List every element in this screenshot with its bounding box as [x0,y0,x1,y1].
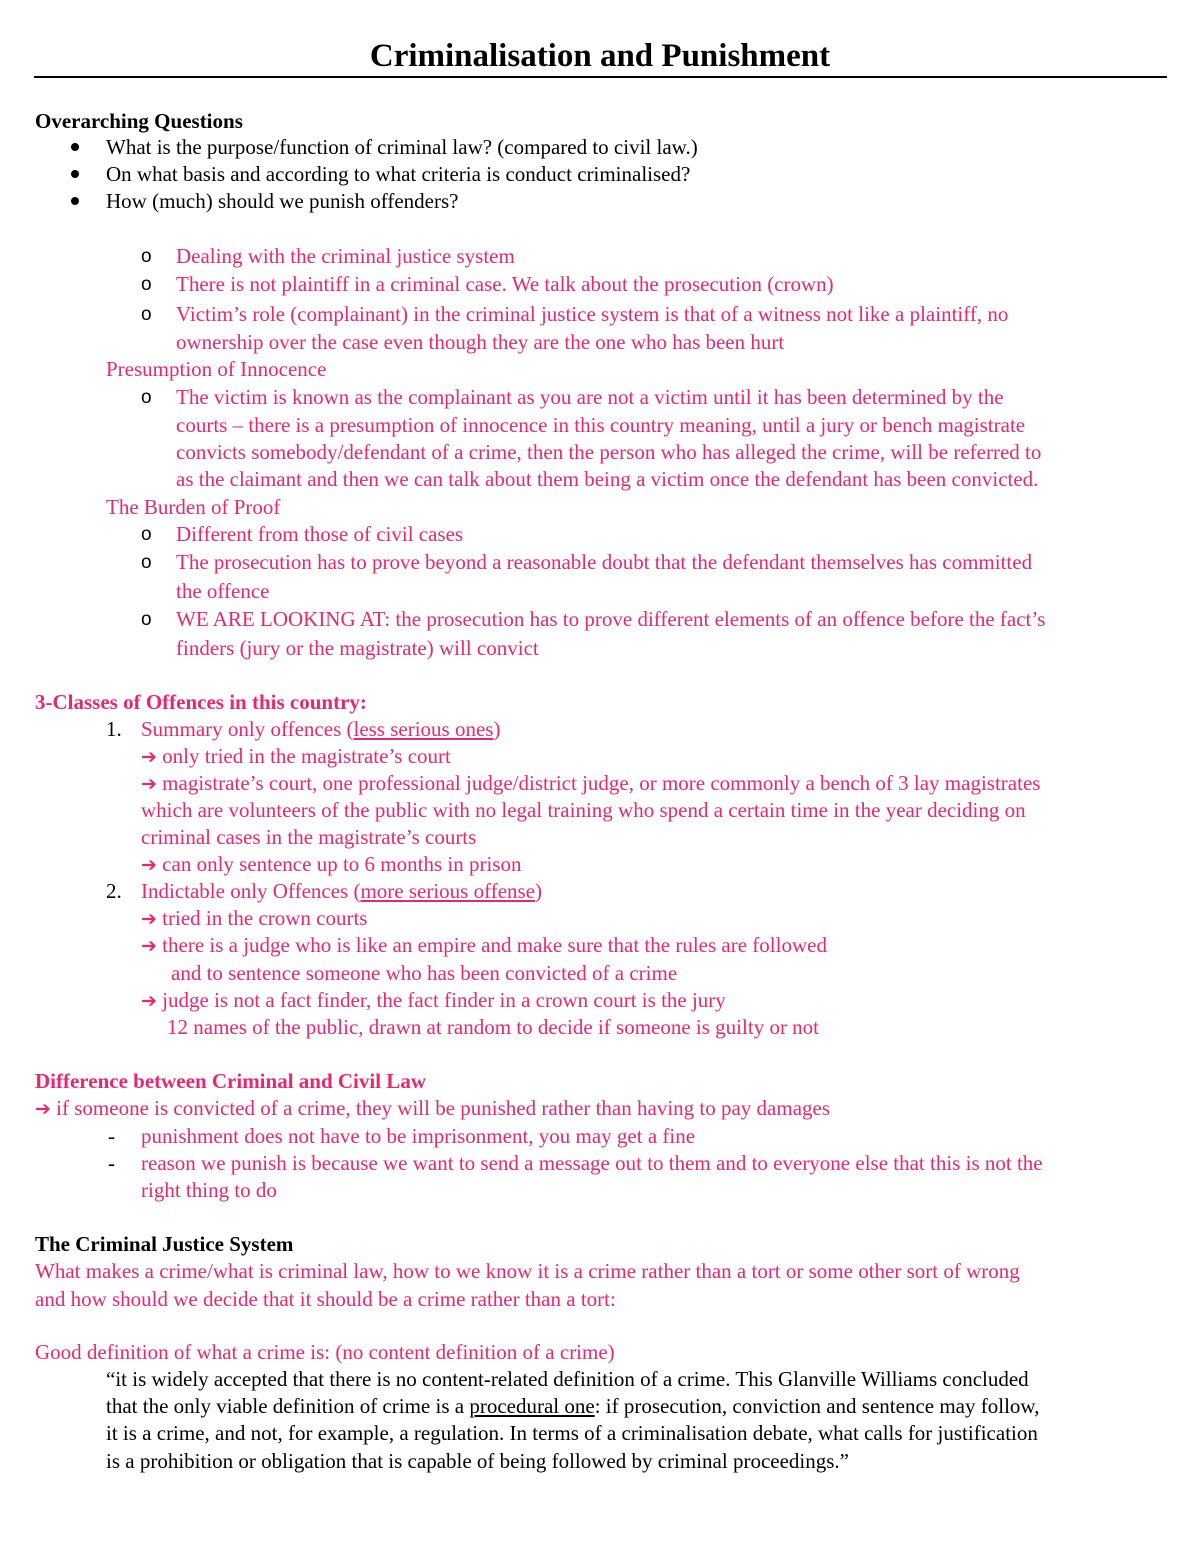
presumption-heading: Presumption of Innocence [106,357,327,381]
arrow-right-icon: ➔ [141,935,157,957]
circle-bullet-icon: o [141,609,152,630]
burden-heading: The Burden of Proof [106,495,281,519]
bullet-icon [71,197,79,205]
arrow-right-icon: ➔ [141,990,157,1012]
definition-heading: Good definition of what a crime is: (no content definition of a crime) [35,1340,615,1364]
class-2-line-3-cont: 12 names of the public, drawn at random to decide if someone is guilty or not [167,1015,820,1039]
arrow-right-icon: ➔ [141,854,157,876]
bullet-icon [71,170,79,178]
sub-point-3-cont: ownership over the case even though they are the one who has been hurt [176,330,785,354]
burden-line-2: The prosecution has to prove beyond a reasonable doubt that the defendant themselves has committed [176,550,1033,574]
question-2: On what basis and according to what criteria is conduct criminalised? [106,162,691,186]
burden-line-3-cont: finders (jury or the magistrate) will convict [176,636,539,660]
class-2-line-3: ➔ judge is not a fact finder, the fact finder in a crown court is the jury [141,988,726,1012]
arrow-right-icon: ➔ [141,773,157,795]
presumption-line-2: courts – there is a presumption of innocence in this country meaning, until a jury or bench magistrate [176,413,1026,437]
quote-line-4: is a prohibition or obligation that is capable of being followed by criminal proceedings.” [106,1449,849,1473]
sub-point-1: Dealing with the criminal justice system [176,244,515,268]
sub-point-3: Victim’s role (complainant) in the criminal justice system is that of a witness not like a plaintiff, no [176,302,1009,326]
burden-line-1: Different from those of civil cases [176,522,464,546]
quote-line-2: that the only viable definition of crime is a procedural one: if prosecution, conviction and sentence may follow, [106,1394,1040,1418]
quote-line-1: “it is widely accepted that there is no content-related definition of a crime. This Glanville Williams concluded [106,1367,1029,1391]
question-3: How (much) should we punish offenders? [106,189,459,213]
class-2-title: Indictable only Offences (more serious offense) [141,879,543,903]
presumption-line-3: convicts somebody/defendant of a crime, then the person who has alleged the crime, will be referred to [176,440,1042,464]
class-1-line-2: ➔ magistrate’s court, one professional judge/district judge, or more commonly a bench of 3 lay magistrates [141,771,1041,795]
circle-bullet-icon: o [141,246,152,267]
difference-arrow-line: ➔ if someone is convicted of a crime, they will be punished rather than having to pay damages [35,1096,831,1120]
classes-heading: 3-Classes of Offences in this country: [35,690,367,714]
dash-bullet: - [108,1124,115,1148]
presumption-line-4: as the claimant and then we can talk about them being a victim once the defendant has been convicted. [176,467,1039,491]
class-1-line-1: ➔ only tried in the magistrate’s court [141,744,451,768]
list-number-2: 2. [106,879,122,903]
question-1: What is the purpose/function of criminal law? (compared to civil law.) [106,135,698,159]
title-rule [34,76,1167,78]
class-2-line-2-cont: and to sentence someone who has been convicted of a crime [171,961,678,985]
arrow-right-icon: ➔ [141,908,157,930]
cjs-heading: The Criminal Justice System [35,1232,294,1256]
difference-dash-2: reason we punish is because we want to send a message out to them and to everyone else that this is not the [141,1151,1043,1175]
circle-bullet-icon: o [141,387,152,408]
class-2-line-2: ➔ there is a judge who is like an empire and make sure that the rules are followed [141,933,827,957]
sub-point-2: There is not plaintiff in a criminal case. We talk about the prosecution (crown) [176,272,834,296]
quote-line-3: it is a crime, and not, for example, a regulation. In terms of a criminalisation debate, what calls for justification [106,1421,1038,1445]
class-2-line-1: ➔ tried in the crown courts [141,906,368,930]
class-1-line-2-cont: which are volunteers of the public with no legal training who spend a certain time in the year deciding on [141,798,1026,822]
class-1-title: Summary only offences (less serious ones) [141,717,501,741]
difference-heading: Difference between Criminal and Civil Law [35,1069,426,1093]
circle-bullet-icon: o [141,524,152,545]
difference-dash-1: punishment does not have to be imprisonment, you may get a fine [141,1124,696,1148]
arrow-right-icon: ➔ [35,1098,51,1120]
burden-line-3: WE ARE LOOKING AT: the prosecution has to prove different elements of an offence before the fact’s [176,607,1046,631]
difference-dash-2-cont: right thing to do [141,1178,277,1202]
bullet-icon [71,143,79,151]
circle-bullet-icon: o [141,274,152,295]
arrow-right-icon: ➔ [141,746,157,768]
list-number-1: 1. [106,717,122,741]
circle-bullet-icon: o [141,552,152,573]
cjs-line-1: What makes a crime/what is criminal law, how to we know it is a crime rather than a tort or some other sort of wrong [35,1259,1020,1283]
class-1-line-2-cont2: criminal cases in the magistrate’s courts [141,825,477,849]
class-1-line-3: ➔ can only sentence up to 6 months in prison [141,852,522,876]
presumption-line-1: The victim is known as the complainant as you are not a victim until it has been determined by the [176,385,1004,409]
dash-bullet: - [108,1151,115,1175]
page-title: Criminalisation and Punishment [369,38,831,74]
overarching-heading: Overarching Questions [35,109,243,133]
circle-bullet-icon: o [141,304,152,325]
cjs-line-2: and how should we decide that it should be a crime rather than a tort: [35,1287,616,1311]
burden-line-2-cont: the offence [176,579,270,603]
